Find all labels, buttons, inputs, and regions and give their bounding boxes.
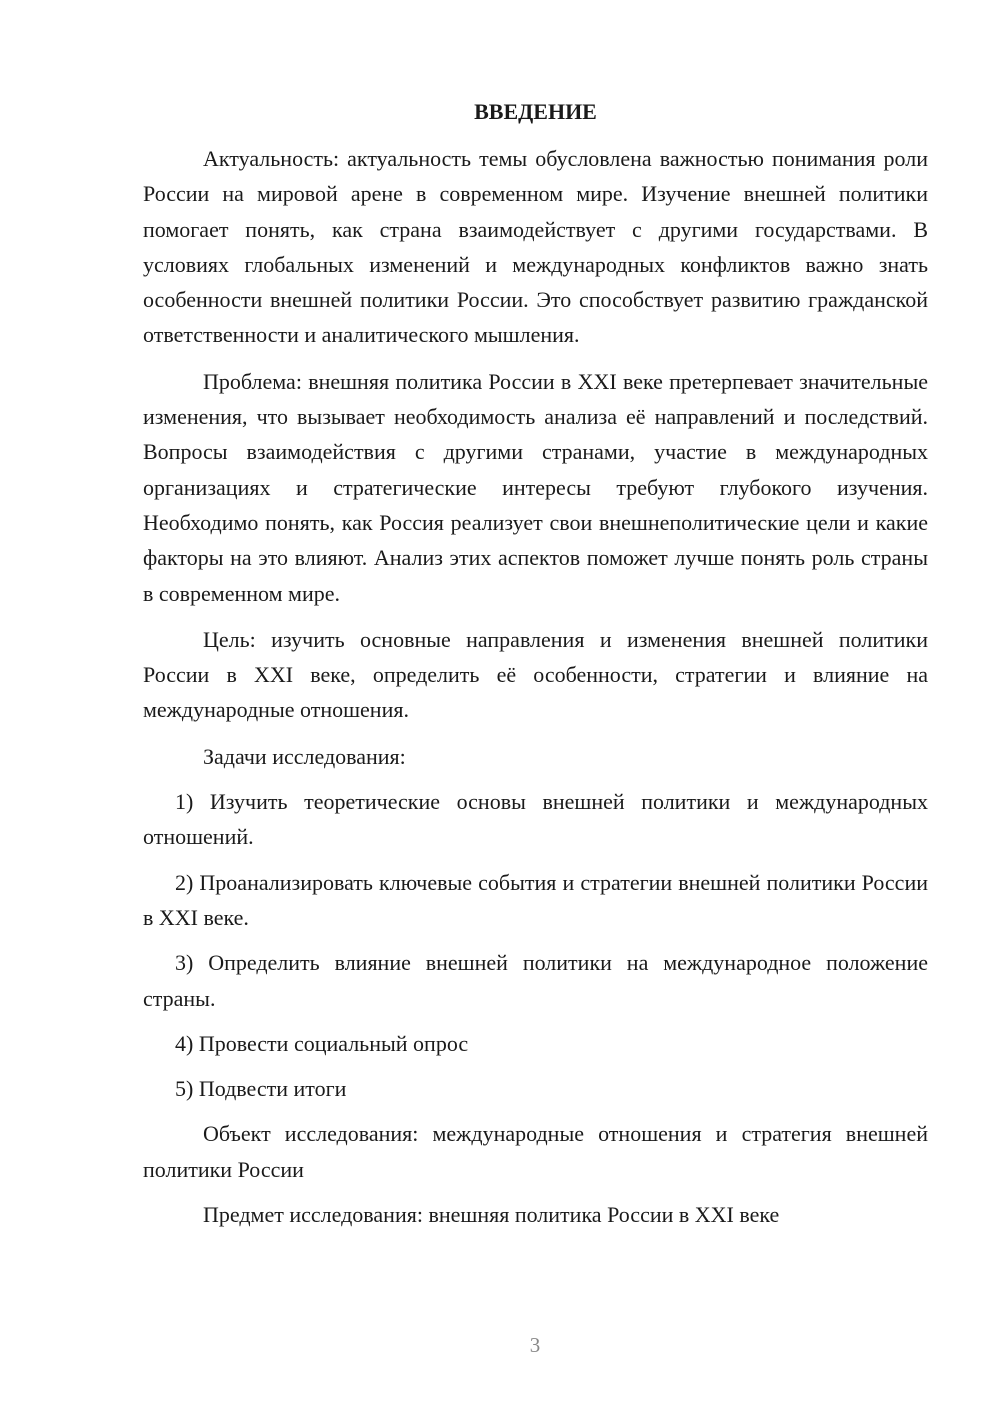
task-item-2: 2) Проанализировать ключевые события и стратегии внешней политики России в XXI веке. <box>143 869 928 930</box>
task-item-4: 4) Провести социальный опрос <box>175 1030 469 1056</box>
page-number: 3 <box>529 1333 541 1357</box>
page-content <box>143 94 928 1232</box>
task-item-5: 5) Подвести итоги <box>175 1076 347 1102</box>
problem-paragraph: Проблема: внешняя политика России в XXI веке претерпевает значительные изменения, что вызывает необходимость анализа её направлений и последствий. Вопросы взаимодействия с другими странами, участие в международных организациях и стратегические интересы требуют глубокого изучения. Необходимо понять, как Россия реализует свои внешнеполитические цели и какие факторы на это влияют. Анализ этих аспектов поможет лучше понять роль страны в современном мире. <box>143 368 928 606</box>
goal-paragraph: Цель: изучить основные направления и изменения внешней политики России в XXI веке, определить её особенности, стратегии и влияние на международные отношения. <box>143 626 928 723</box>
research-object-paragraph: Объект исследования: международные отношения и стратегия внешней политики России <box>143 1121 928 1182</box>
tasks-heading: Задачи исследования: <box>203 743 406 769</box>
section-title: ВВЕДЕНИЕ <box>474 99 597 124</box>
relevance-paragraph: Актуальность: актуальность темы обусловлена важностью понимания роли России на мировой арене в современном мире. Изучение внешней политики помогает понять, как страна взаимодействует с другими государствами. В условиях глобальных изменений и международных конфликтов важно знать особенности внешней политики России. Это способствует развитию гражданской ответственности и аналитического мышления. <box>143 146 928 348</box>
task-item-1: 1) Изучить теоретические основы внешней политики и международных отношений. <box>143 789 928 850</box>
research-subject-paragraph: Предмет исследования: внешняя политика России в XXI веке <box>203 1202 780 1228</box>
task-item-3: 3) Определить влияние внешней политики на международное положение страны. <box>143 950 928 1011</box>
